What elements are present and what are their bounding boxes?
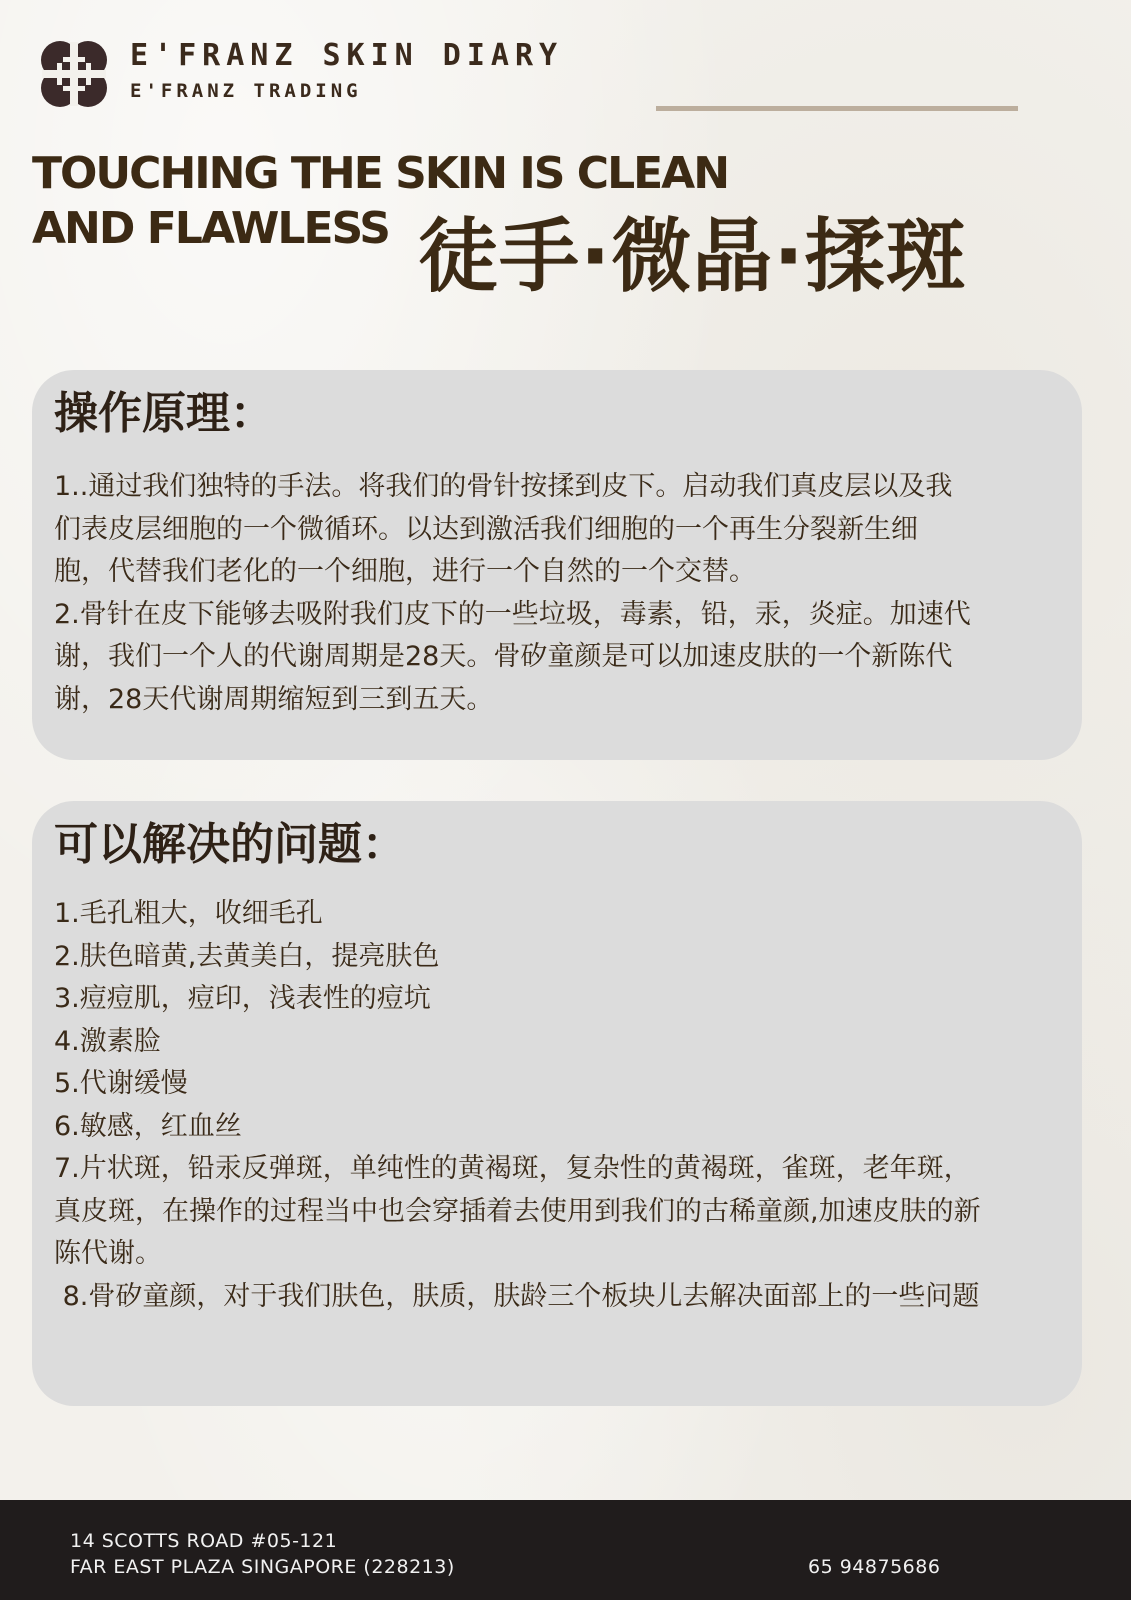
headline-line-1: TOUCHING THE SKIN IS CLEAN [32,148,729,199]
chinese-title: 徒手·微晶·揉斑 [418,210,967,303]
problem-item: 4.激素脸 [54,1025,161,1057]
problem-item: 7.片状斑，铅汞反弹斑，单纯性的黄褐斑，复杂性的黄褐斑，雀斑，老年斑， [54,1153,971,1184]
address-line-1: 14 SCOTTS ROAD #05-121 [70,1530,338,1552]
principle-line: 胞，代替我们老化的一个细胞，进行一个自然的一个交替。 [54,556,756,587]
problem-item: 5.代谢缓慢 [54,1068,188,1099]
problems-body [54,893,1062,1318]
brand-subtitle: E'FRANZ TRADING [130,80,362,102]
principle-body [54,466,1062,721]
problem-item: 6.敏感，红血丝 [54,1110,242,1142]
phone-number: 65 94875686 [808,1556,941,1578]
problem-item: 陈代谢。 [54,1238,162,1269]
problems-heading: 可以解决的问题： [54,819,406,870]
problem-item: 2.肤色暗黄,去黄美白，提亮肤色 [54,940,440,972]
brand-name: E'FRANZ SKIN DIARY [130,38,564,73]
principle-heading: 操作原理： [54,388,274,439]
problem-item: 真皮斑，在操作的过程当中也会穿插着去使用到我们的古稀童颜,加速皮肤的新 [54,1195,981,1227]
problem-item: 3.痘痘肌，痘印，浅表性的痘坑 [54,983,431,1014]
decorative-divider-line [656,106,1018,111]
address-line-2: FAR EAST PLAZA SINGAPORE (228213) [70,1556,455,1578]
principle-line: 们表皮层细胞的一个微循环。以达到激活我们细胞的一个再生分裂新生细 [54,513,918,545]
footer [0,1500,1131,1600]
principle-line: 谢，28天代谢周期缩短到三到五天。 [54,683,494,715]
headline-line-2: AND FLAWLESS [32,203,389,254]
quatrefoil-cross-logo-icon [32,32,116,116]
principle-line: 谢，我们一个人的代谢周期是28天。骨矽童颜是可以加速皮肤的一个新陈代 [54,641,953,672]
principle-line: 1..通过我们独特的手法。将我们的骨针按揉到皮下。启动我们真皮层以及我 [54,471,953,502]
problem-item: 1.毛孔粗大，收细毛孔 [54,898,323,929]
problems-card [32,801,1082,1406]
principle-card [32,370,1082,760]
principle-line: 2.骨针在皮下能够去吸附我们皮下的一些垃圾，毒素，铅，汞，炎症。加速代 [54,598,971,630]
problem-item: 8.骨矽童颜，对于我们肤色，肤质，肤龄三个板块儿去解决面部上的一些问题 [54,1280,980,1312]
